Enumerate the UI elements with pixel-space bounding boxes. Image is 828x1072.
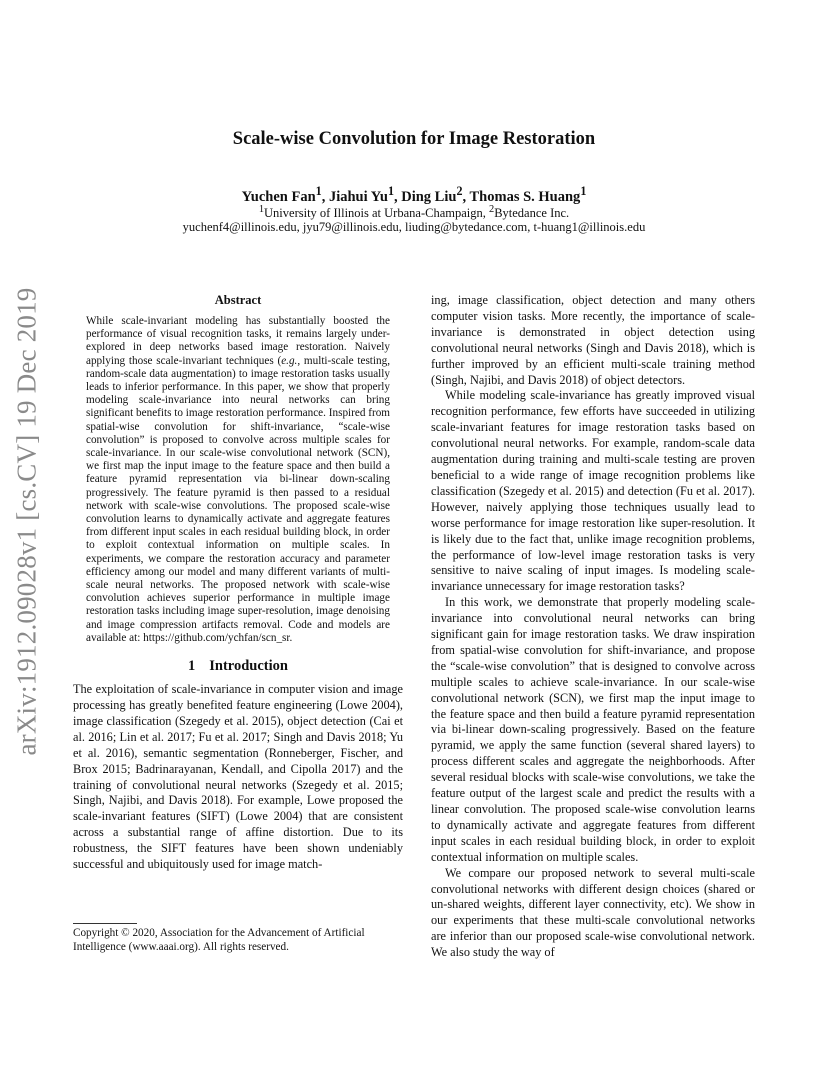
affiliation-marker: 1 [387,184,394,198]
intro-paragraph-4: We compare our proposed network to several multi-scale convolutional networks with different design choices (shared or un-shared weights, different layer connectivity, etc). We show in our experiments that these multi-scale convolutional networks are inferior than our proposed scale-wise convolutional network. We also study the way of [431,865,755,960]
intro-paragraph-1: The exploitation of scale-invariance in computer vision and image processing has greatly benefited feature engineering (Lowe 2004), image classification (Szegedy et al. 2015), object detection (Cai et al. 2016; Lin et al. 2017; Fu et al. 2017; Singh and Davis 2018; Yu et al. 2016), semantic segmentation (Ronneberger, Fischer, and Brox 2015; Badrinarayanan, Kendall, and Cipolla 2017) and the training of convolutional neural networks (Szegedy et al. 2015; Singh, Najibi, and Davis 2018). For example, Lowe proposed the scale-invariant features (SIFT) (Lowe 2004) that are consistent across a substantial range of affine distortion. Due to its robustness, the SIFT features have been shown undeniably successful and ubiquitously used for image match- [73,682,403,872]
author-list: Yuchen Fan$^1$, Jiahui Yu$^1$, Ding Liu$^2$, Thomas S. Huang$^1$ [241,184,587,205]
affiliation-marker: 1 [258,204,265,215]
section-title: Introduction [209,658,288,675]
affiliation-1: University of Illinois at Urbana-Champaign, [264,206,489,221]
left-column [73,293,403,873]
author-name: Yuchen Fan [241,188,316,205]
author-name: Jiahui Yu [328,188,388,205]
arxiv-identifier-stamp [4,283,50,759]
intro-paragraph-continued: ing, image classification, object detection and many others computer vision tasks. More recently, the importance of scale-invariance is demonstrated in object detection using convolutional neural networks (Singh and Davis 2018), which is further improved by an efficient multi-scale training method (Singh, Najibi, and Davis 2018) of object detectors. [431,293,755,387]
right-column [431,293,755,961]
affiliation-marker: 1 [315,184,322,198]
abstract-eg: e.g. [281,354,298,367]
paper-title: Scale-wise Convolution for Image Restoration [232,129,596,149]
copyright-notice: Copyright © 2020, Association for the Advancement of Artificial Intelligence (www.aaai.org). All rights reserved. [73,927,365,953]
footnote-divider [73,923,137,924]
abstract-part-2: , multi-scale testing, random-scale data augmentation) to image restoration tasks usually leads to inferior performance. In this paper, we show that properly modeling scale-invariance into neural networks can bring significant benefits to image restoration performance. Inspired from spatial-wise convolution for shift-invariance, “scale-wise convolution” is proposed to convolve across multiple scales for scale-invariance. In our scale-wise convolutional network (SCN), we first map the input image to the feature space and then build a feature pyramid representation via bi-linear down-scaling progressively. The feature pyramid is then passed to a residual network with scale-wise convolutions. The proposed scale-wise convolution learns to dynamically activate and aggregate features from different input scales in each residual building block, in order to exploit contextual information on multiple scales. In experiments, we compare the restoration accuracy and parameter efficiency among our model and many different variants of multi-scale neural networks. The proposed network with scale-wise convolution achieves superior performance in multiple image restoration tasks including image super-resolution, image denoising and image compression artifacts removal. Code and models are available at: https://github.com/ychfan/scn_sr. [86,354,390,644]
author-emails: yuchenf4@illinois.edu, jyu79@illinois.edu, liuding@bytedance.com, t-huang1@illinois.edu [182,220,646,234]
abstract-text [86,315,390,645]
abstract-heading: Abstract [214,293,262,307]
section-number: 1 [188,658,196,675]
affiliation-marker: 2 [456,184,463,198]
affiliation-marker: 1 [580,184,587,198]
arxiv-identifier-text: arXiv:1912.09028v1 [cs.CV] 19 Dec 2019 [11,286,42,756]
author-name: Ding Liu [401,188,457,205]
affiliation-2: Bytedance Inc. [494,206,570,221]
abstract-part-1: While scale-invariant modeling has substantially boosted the performance of visual recognition tasks, it remains largely under-explored in deep networks based image restoration. Naively applying those scale-invariant techniques ( [86,315,390,367]
intro-paragraph-3: In this work, we demonstrate that properly modeling scale-invariance into convolutional neural networks can bring significant gain for image restoration tasks. We draw inspiration from spatial-wise convolution for shift-invariance, and propose the “scale-wise convolution” that is designed to convolve across multiple scales to achieve scale-invariance. In our scale-wise convolutional network (SCN), we first map the input image to the feature space and then build a feature pyramid representation via bi-linear down-scaling progressively. Based on the feature pyramid, we apply the same function (several shared layers) to process different scales and aggregate the neighborhoods. After several residual blocks with scale-wise convolutions, we take the feature output of the largest scale and predict the results with a linear convolution. The proposed scale-wise convolution learns to dynamically activate and aggregate features from different input scales in each residual building block, in order to exploit contextual information on multiple scales. [431,595,755,864]
intro-paragraph-2: While modeling scale-invariance has greatly improved visual recognition performance, few efforts have succeeded in utilizing scale-invariant features for image restoration tasks based on convolutional neural networks. For example, random-scale data augmentation during training and multi-scale testing are proven beneficial to a wide range of image recognition problems like classification (Szegedy et al. 2015) and detection (Fu et al. 2017). However, naively applying those techniques usually lead to worse performance for image restoration like super-resolution. It is likely due to the fact that, unlike image recognition problems, the performance of low-level image restoration tasks is very sensitive to naive scaling of input images. Is modeling scale-invariance unnecessary for image restoration tasks? [431,388,755,594]
author-name: Thomas S. Huang [469,188,581,205]
affiliations [0,204,828,221]
section-heading-introduction [73,658,403,675]
affiliation-marker: 2 [488,204,495,215]
